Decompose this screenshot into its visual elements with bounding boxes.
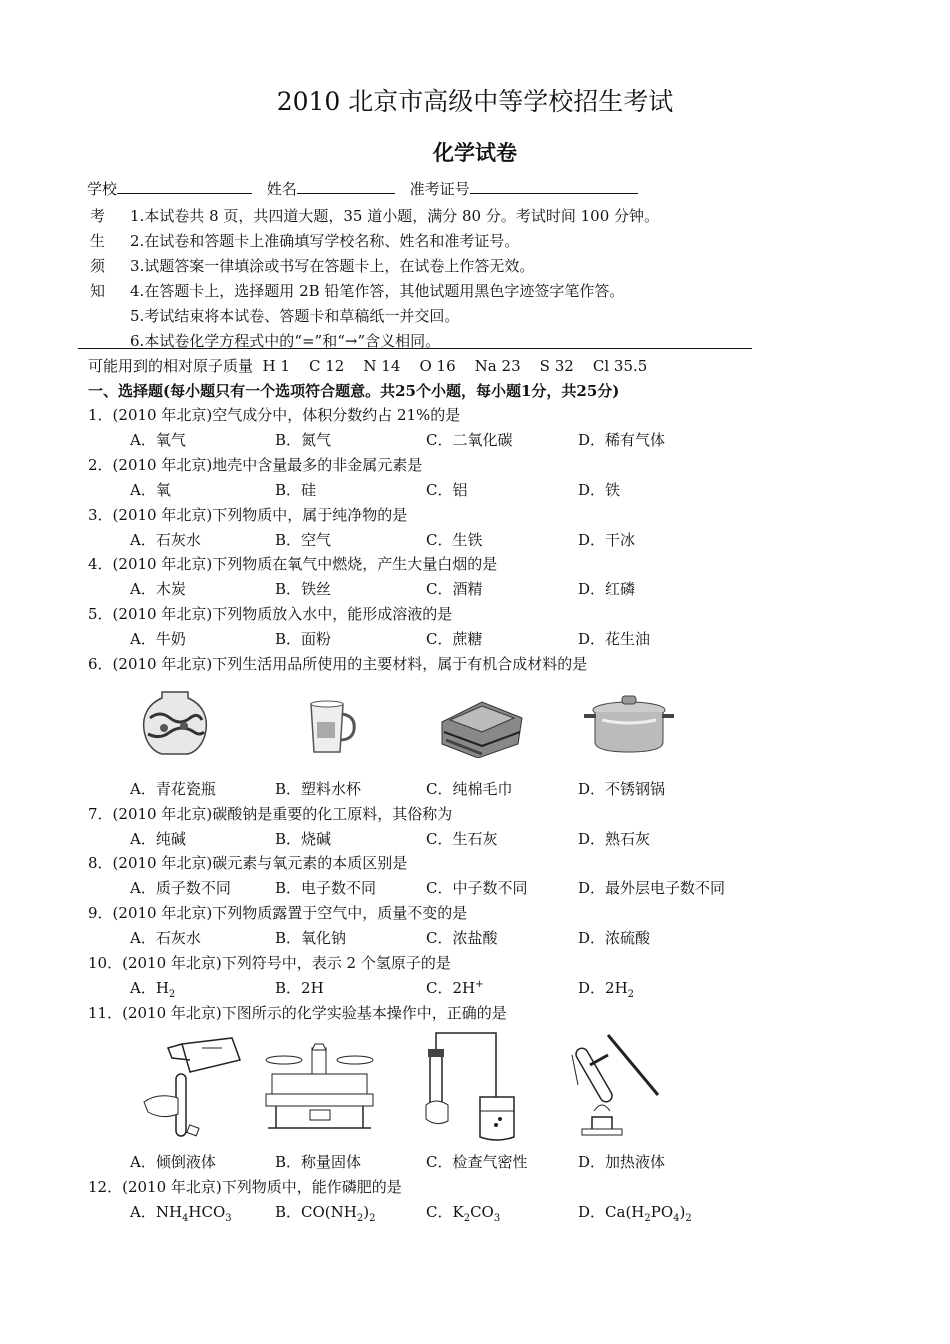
q12-a-sub-1: 4 [182,1213,189,1224]
q5-option-a[interactable]: A．牛奶 [130,630,186,648]
notice-2: 2.在试卷和答题卡上准确填写学校名称、姓名和准考证号。 [130,232,520,250]
q3-option-d[interactable]: D．干冰 [578,531,636,549]
notice-side-4: 知 [90,282,106,300]
steel-pot-image [582,690,677,758]
q7-option-d[interactable]: D．熟石灰 [578,830,651,848]
q2-option-d[interactable]: D．铁 [578,481,621,499]
exam-no-label: 准考证号 [409,180,470,198]
q10-c-sup: + [475,979,484,990]
q6-option-d[interactable]: D．不锈钢锅 [578,780,666,798]
q7-option-a[interactable]: A．纯碱 [130,830,186,848]
atomic-masses: 可能用到的相对原子质量 H 1 C 12 N 14 O 16 Na 23 S 32 Cl 35.5 [88,357,648,375]
q7-option-c[interactable]: C．生石灰 [426,830,498,848]
pouring-liquid-image [132,1030,247,1145]
exam-title: 2010 北京市高级中等学校招生考试 [276,87,674,116]
question-1: 1．(2010 年北京)空气成分中，体积分数约占 21%的是 [88,406,461,424]
q12-d-text-2: PO [650,1203,674,1221]
q2-option-a[interactable]: A．氧 [130,481,171,499]
q9-option-c[interactable]: C．浓盐酸 [426,929,498,947]
q9-option-b[interactable]: B．氧化钠 [275,929,347,947]
q10-option-b[interactable]: B．2H [275,979,324,997]
q7-option-b[interactable]: B．烧碱 [275,830,332,848]
q12-c-sub-1: 2 [463,1213,471,1224]
heating-liquid-image [568,1025,668,1145]
name-label: 姓名 [266,180,297,198]
q5-option-d[interactable]: D．花生油 [578,630,651,648]
q12-a-text-1: A．NH [130,1203,183,1221]
q5-option-c[interactable]: C．蔗糖 [426,630,483,648]
q12-d-text-3: ) [679,1203,686,1221]
question-6: 6．(2010 年北京)下列生活用品所使用的主要材料，属于有机合成材料的是 [88,655,588,673]
q3-option-c[interactable]: C．生铁 [426,531,483,549]
q10-d-text: D．2H [578,979,628,997]
q11-option-d[interactable]: D．加热液体 [578,1153,666,1171]
question-4: 4．(2010 年北京)下列物质在氧气中燃烧，产生大量白烟的是 [88,555,498,573]
q12-d-sub-1: 2 [644,1213,651,1224]
q6-option-c[interactable]: C．纯棉毛巾 [426,780,513,798]
q11-option-c[interactable]: C．检查气密性 [426,1153,528,1171]
notice-4: 4.在答题卡上，选择题用 2B 铅笔作答，其他试题用黑色字迹签字笔作答。 [130,282,625,300]
exam-no-blank[interactable] [470,179,638,194]
divider-rule [78,348,752,349]
q11-option-b[interactable]: B．称量固体 [275,1153,362,1171]
q3-option-b[interactable]: B．空气 [275,531,332,549]
q12-c-text-2: CO [470,1203,494,1221]
q12-b-text-2: ) [363,1203,370,1221]
school-label: 学校 [87,180,118,198]
plastic-cup-image [305,698,360,758]
q11-option-a[interactable]: A．倾倒液体 [130,1153,216,1171]
notice-side-3: 须 [90,257,106,275]
q10-c-text: C．2H [426,979,476,997]
q12-option-a[interactable] [130,1201,232,1224]
porcelain-vase-image [140,688,210,758]
notice-side-1: 考 [90,207,106,225]
cotton-towel-image [436,692,526,758]
q6-option-a[interactable]: A．青花瓷瓶 [130,780,216,798]
q10-option-d[interactable] [578,977,634,1000]
q8-option-c[interactable]: C．中子数不同 [426,879,528,897]
question-8: 8．(2010 年北京)碳元素与氧元素的本质区别是 [88,854,408,872]
q6-option-b[interactable]: B．塑料水杯 [275,780,362,798]
q2-option-c[interactable]: C．铝 [426,481,468,499]
question-12: 12．(2010 年北京)下列物质中，能作磷肥的是 [88,1178,402,1196]
q2-option-b[interactable]: B．硅 [275,481,317,499]
notice-side-2: 生 [90,232,106,250]
name-blank[interactable] [297,179,395,194]
q12-c-sub-2: 3 [493,1213,501,1224]
q4-option-a[interactable]: A．木炭 [130,580,186,598]
question-7: 7．(2010 年北京)碳酸钠是重要的化工原料，其俗称为 [88,805,453,823]
balance-scale-image [262,1040,377,1140]
q5-option-b[interactable]: B．面粉 [275,630,332,648]
notice-1: 1.本试卷共 8 页，共四道大题，35 道小题，满分 80 分。考试时间 100 分钟。 [130,207,660,225]
question-5: 5．(2010 年北京)下列物质放入水中，能形成溶液的是 [88,605,453,623]
question-2: 2．(2010 年北京)地壳中含量最多的非金属元素是 [88,456,423,474]
q12-d-sub-3: 2 [685,1213,692,1224]
question-9: 9．(2010 年北京)下列物质露置于空气中，质量不变的是 [88,904,468,922]
q9-option-a[interactable]: A．石灰水 [130,929,201,947]
q12-a-sub-2: 3 [225,1213,232,1224]
q1-option-d[interactable]: D．稀有气体 [578,431,666,449]
question-3: 3．(2010 年北京)下列物质中，属于纯净物的是 [88,506,408,524]
q12-d-text-1: D．Ca(H [578,1203,645,1221]
q4-option-d[interactable]: D．红磷 [578,580,636,598]
q10-option-c[interactable] [426,977,484,998]
q4-option-b[interactable]: B．铁丝 [275,580,332,598]
exam-subtitle: 化学试卷 [433,141,517,165]
q12-b-sub-1: 2 [356,1213,364,1224]
q1-option-b[interactable]: B．氮气 [275,431,332,449]
notice-3: 3.试题答案一律填涂或书写在答题卡上，在试卷上作答无效。 [130,257,535,275]
q8-option-b[interactable]: B．电子数不同 [275,879,377,897]
q8-option-a[interactable]: A．质子数不同 [130,879,231,897]
q12-b-text-1: B．CO(NH [275,1203,357,1221]
notice-5: 5.考试结束将本试卷、答题卡和草稿纸一并交回。 [130,307,460,325]
q12-option-c[interactable] [426,1201,500,1224]
q12-a-text-2: HCO [188,1203,226,1221]
q12-option-b[interactable] [275,1201,375,1224]
q1-option-a[interactable]: A．氧气 [130,431,186,449]
q4-option-c[interactable]: C．酒精 [426,580,483,598]
q12-c-text-1: C．K [426,1203,464,1221]
question-11: 11．(2010 年北京)下图所示的化学实验基本操作中，正确的是 [88,1004,507,1022]
q10-a-text: A．H [130,979,169,997]
q8-option-d[interactable]: D．最外层电子数不同 [578,879,726,897]
q3-option-a[interactable]: A．石灰水 [130,531,201,549]
question-10: 10．(2010 年北京)下列符号中，表示 2 个氢原子的是 [88,954,451,972]
q10-a-sub: 2 [168,989,176,1000]
q9-option-d[interactable]: D．浓硫酸 [578,929,651,947]
q10-option-a[interactable] [130,977,175,1000]
school-blank[interactable] [117,179,252,194]
q1-option-c[interactable]: C．二氧化碳 [426,431,513,449]
q12-d-sub-2: 4 [673,1213,680,1224]
airtightness-check-image [422,1025,527,1145]
info-fields [87,178,648,199]
q12-b-sub-2: 2 [369,1213,376,1224]
q12-option-d[interactable] [578,1201,692,1224]
notice-6: 6.本试卷化学方程式中的“=”和“→”含义相同。 [130,332,441,350]
q10-d-sub: 2 [627,989,635,1000]
section-1-heading: 一、选择题(每小题只有一个选项符合题意。共25个小题，每小题1分，共25分) [88,382,620,400]
